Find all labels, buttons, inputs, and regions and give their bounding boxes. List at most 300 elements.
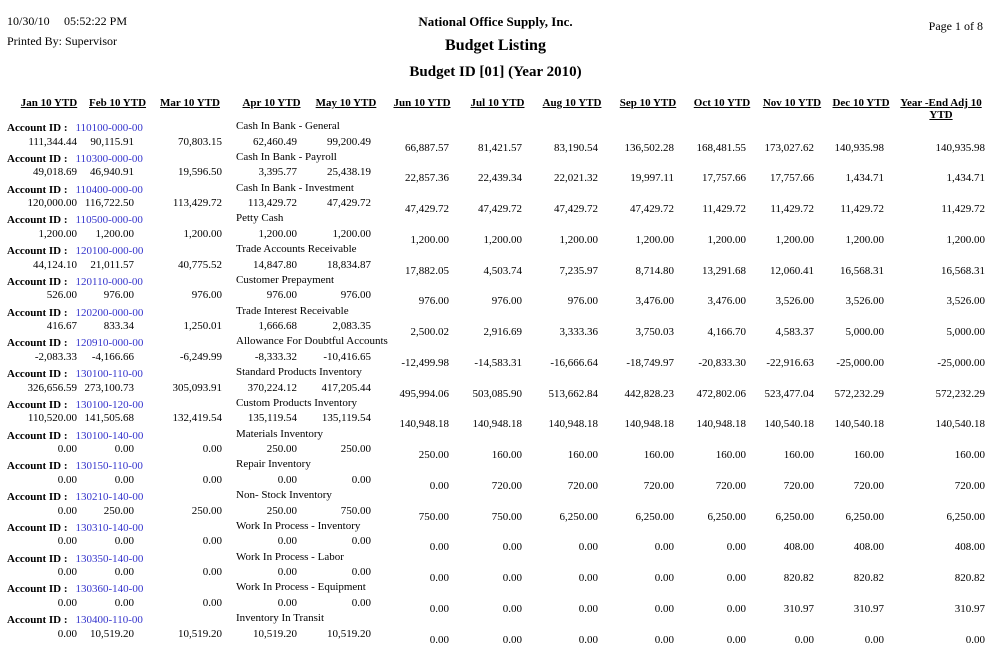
- amount-cell: 160.00: [853, 449, 884, 461]
- amount-cell: 47,429.72: [327, 197, 371, 209]
- amount-cell: 0.00: [654, 633, 674, 646]
- account-id-link[interactable]: 110400-000-00: [75, 183, 143, 196]
- amount-cell: 44,124.10: [33, 258, 77, 271]
- amount-cell: 0.00: [202, 566, 222, 578]
- amount-cell: 310.97: [954, 602, 985, 615]
- amount-cell: 140,948.18: [548, 418, 598, 431]
- amount-cell: 19,596.50: [178, 166, 222, 179]
- account-id-link[interactable]: 130100-110-00: [75, 368, 143, 380]
- amount-cell: 750.00: [491, 510, 522, 523]
- amount-cell: 11,429.72: [840, 203, 884, 215]
- column-header-label: May 10 YTD: [315, 97, 377, 109]
- amount-cell: 1,200.00: [410, 233, 449, 246]
- amount-cell: 70,803.15: [178, 135, 222, 148]
- amount-row: [0, 166, 991, 185]
- account-id-link[interactable]: 130350-140-00: [75, 552, 144, 565]
- amount-cell: 160.00: [715, 449, 746, 461]
- amount-cell: 0.00: [654, 602, 674, 615]
- amount-cell: 0.00: [578, 541, 598, 554]
- amount-row: [0, 320, 991, 338]
- amount-cell: 141,505.68: [84, 412, 134, 425]
- account-id-link[interactable]: 120200-000-00: [75, 306, 144, 319]
- amount-cell: 11,429.72: [770, 203, 814, 215]
- amount-cell: 3,526.00: [946, 295, 985, 308]
- table-row: [0, 614, 991, 645]
- account-id-link[interactable]: 120110-000-00: [75, 275, 143, 288]
- amount-cell: 310.97: [853, 602, 884, 615]
- amount-cell: 22,857.36: [405, 172, 449, 185]
- account-description: Petty Cash: [236, 212, 284, 225]
- account-row: [0, 150, 991, 167]
- amount-cell: 1,200.00: [95, 227, 134, 240]
- column-header-label: Sep 10 YTD: [619, 97, 677, 109]
- amount-cell: 0.00: [578, 602, 598, 615]
- amount-cell: 0.00: [864, 633, 884, 646]
- amount-cell: 1,250.01: [183, 320, 222, 332]
- account-row: [0, 550, 991, 567]
- amount-cell: 472,802.06: [696, 387, 746, 400]
- amount-cell: 18,834.87: [327, 258, 371, 271]
- amount-cell: 13,291.68: [702, 264, 746, 277]
- account-id-link[interactable]: 120100-000-00: [75, 245, 144, 257]
- amount-row: [0, 381, 991, 400]
- table-row: [0, 150, 991, 185]
- account-id-link[interactable]: 130310-140-00: [75, 521, 144, 534]
- amount-cell: 0.00: [578, 572, 598, 584]
- account-row: [0, 214, 991, 228]
- amount-cell: 110,520.00: [27, 412, 77, 425]
- records: [0, 122, 991, 645]
- amount-cell: 10,519.20: [90, 627, 134, 640]
- account-id-label: Account ID :: [7, 460, 68, 473]
- amount-cell: 1,200.00: [38, 227, 77, 240]
- amount-row: [0, 412, 991, 431]
- amount-cell: 2,916.69: [483, 326, 522, 338]
- column-header-label: Jan 10 YTD: [20, 97, 78, 109]
- amount-cell: 120,000.00: [27, 197, 77, 209]
- print-time: 05:52:22 PM: [64, 14, 128, 28]
- amount-cell: 1,666.68: [258, 320, 297, 332]
- account-id-link[interactable]: 130100-140-00: [75, 429, 144, 442]
- account-description: Work In Process - Inventory: [236, 519, 361, 532]
- account-id-label: Account ID :: [7, 275, 68, 288]
- amount-cell: 408.00: [783, 541, 814, 554]
- amount-cell: 49,018.69: [33, 166, 77, 179]
- column-header-label: Aug 10 YTD: [542, 97, 602, 109]
- amount-cell: 3,476.00: [635, 295, 674, 308]
- account-id-link[interactable]: 110300-000-00: [75, 152, 143, 165]
- amount-cell: 1,200.00: [559, 233, 598, 246]
- amount-cell: 173,027.62: [764, 141, 814, 154]
- amount-cell: 4,166.70: [707, 326, 746, 338]
- amount-cell: 0.00: [57, 535, 77, 548]
- amount-cell: 417,205.44: [321, 381, 371, 394]
- account-description: Customer Prepayment: [236, 273, 335, 286]
- account-description: Materials Inventory: [236, 427, 324, 440]
- amount-cell: 135,119.54: [321, 412, 371, 425]
- amount-cell: 3,750.03: [635, 326, 674, 338]
- column-header-jan: [9, 97, 89, 121]
- amount-row: [0, 197, 991, 215]
- amount-cell: 1,434.71: [845, 172, 884, 185]
- amount-cell: 0.00: [114, 566, 134, 578]
- account-id-link[interactable]: 120910-000-00: [75, 337, 144, 350]
- account-description: Cash In Bank - Investment: [236, 181, 354, 194]
- table-row: [0, 427, 991, 461]
- amount-cell: 0.00: [114, 596, 134, 609]
- amount-cell: 0.00: [114, 535, 134, 548]
- table-row: [0, 460, 991, 491]
- amount-cell: 8,714.80: [635, 264, 674, 277]
- table-row: [0, 304, 991, 338]
- amount-cell: 66,887.57: [405, 141, 449, 154]
- amount-cell: 408.00: [954, 541, 985, 554]
- amount-cell: 160.00: [491, 449, 522, 461]
- amount-cell: 160.00: [643, 449, 674, 461]
- amount-cell: 116,722.50: [84, 197, 134, 209]
- table-row: [0, 583, 991, 614]
- amount-cell: 310.97: [783, 602, 814, 615]
- amount-cell: 1,200.00: [845, 233, 884, 246]
- table-row: [0, 122, 991, 153]
- amount-cell: 250.00: [191, 504, 222, 517]
- account-id-link[interactable]: 110500-000-00: [75, 214, 143, 227]
- report-title: Budget Listing: [445, 37, 546, 54]
- column-header-label: Year -End Adj 10: [900, 97, 982, 109]
- amount-cell: 140,540.18: [834, 418, 884, 431]
- account-id-label: Account ID :: [7, 583, 68, 596]
- table-row: [0, 245, 991, 276]
- table-row: [0, 396, 991, 431]
- amount-cell: 25,438.19: [327, 166, 371, 179]
- amount-cell: 0.00: [277, 473, 297, 486]
- amount-row: [0, 535, 991, 554]
- amount-cell: 250.00: [103, 504, 134, 517]
- account-id-link[interactable]: 130400-110-00: [75, 614, 143, 626]
- amount-cell: 0.00: [794, 633, 814, 646]
- amount-cell: 0.00: [502, 602, 522, 615]
- account-row: [0, 368, 991, 382]
- amount-cell: 976.00: [340, 289, 371, 302]
- amount-cell: 0.00: [654, 541, 674, 554]
- amount-cell: 0.00: [277, 596, 297, 609]
- amount-cell: 47,429.72: [405, 203, 449, 215]
- amount-row: [0, 504, 991, 523]
- column-header-apr: [234, 97, 309, 121]
- column-header-label: Oct 10 YTD: [693, 97, 751, 109]
- report-subtitle: Budget ID [01] (Year 2010): [409, 64, 582, 80]
- amount-cell: 21,011.57: [90, 258, 134, 271]
- amount-cell: 0.00: [965, 633, 985, 646]
- column-header-label: Jun 10 YTD: [393, 97, 451, 109]
- amount-cell: 3,333.36: [559, 326, 598, 338]
- account-id-link[interactable]: 130100-120-00: [75, 398, 144, 411]
- amount-cell: 305,093.91: [172, 381, 222, 394]
- amount-cell: 820.82: [853, 572, 884, 584]
- amount-cell: 4,583.37: [775, 326, 814, 338]
- account-id-label: Account ID :: [7, 337, 68, 350]
- amount-cell: 11,429.72: [702, 203, 746, 215]
- amount-cell: 16,568.31: [840, 264, 884, 277]
- column-header-jun: [383, 97, 461, 121]
- amount-cell: 6,250.00: [775, 510, 814, 523]
- page-indicator: Page 1 of 8: [928, 19, 983, 33]
- account-id-label: Account ID :: [7, 122, 68, 134]
- amount-cell: 0.00: [429, 479, 449, 492]
- table-row: [0, 519, 991, 554]
- amount-cell: 250.00: [266, 443, 297, 455]
- account-id-label: Account ID :: [7, 429, 68, 442]
- amount-row: [0, 596, 991, 615]
- amount-cell: 7,235.97: [559, 264, 598, 277]
- account-id-link[interactable]: 110100-000-00: [75, 122, 143, 134]
- company-name: National Office Supply, Inc.: [418, 14, 573, 29]
- amount-cell: 6,250.00: [707, 510, 746, 523]
- account-description: Cash In Bank - General: [236, 120, 340, 132]
- amount-cell: 572,232.29: [834, 387, 884, 400]
- amount-cell: 136,502.28: [624, 141, 674, 154]
- amount-cell: 17,757.66: [770, 172, 814, 185]
- amount-cell: 1,200.00: [635, 233, 674, 246]
- amount-cell: 81,421.57: [478, 141, 522, 154]
- amount-cell: 6,250.00: [559, 510, 598, 523]
- amount-cell: 0.00: [351, 535, 371, 548]
- amount-cell: 140,948.18: [696, 418, 746, 431]
- amount-cell: 0.00: [578, 633, 598, 646]
- amount-cell: 12,060.41: [770, 264, 814, 277]
- amount-cell: 820.82: [783, 572, 814, 584]
- print-date: 10/30/10: [7, 14, 50, 28]
- amount-cell: 0.00: [502, 572, 522, 584]
- amount-cell: 720.00: [954, 479, 985, 492]
- amount-cell: 10,519.20: [253, 627, 297, 640]
- account-row: [0, 396, 991, 413]
- column-header-nov: [758, 97, 826, 121]
- column-header-oct: [686, 97, 758, 121]
- amount-cell: 720.00: [643, 479, 674, 492]
- column-header-dec: [826, 97, 896, 121]
- amount-cell: 720.00: [715, 479, 746, 492]
- account-id-label: Account ID :: [7, 152, 68, 165]
- amount-cell: 0.00: [277, 535, 297, 548]
- amount-cell: 5,000.00: [845, 326, 884, 338]
- amount-cell: 976.00: [491, 295, 522, 308]
- amount-row: [0, 258, 991, 277]
- amount-cell: 168,481.55: [696, 141, 746, 154]
- amount-cell: 0.00: [57, 596, 77, 609]
- amount-cell: 0.00: [202, 596, 222, 609]
- amount-cell: 5,000.00: [946, 326, 985, 338]
- amount-cell: 3,526.00: [775, 295, 814, 308]
- account-id-label: Account ID :: [7, 214, 68, 227]
- amount-cell: 976.00: [418, 295, 449, 308]
- amount-cell: -2,083.33: [34, 350, 77, 363]
- amount-cell: -6,249.99: [179, 350, 222, 363]
- amount-cell: 1,200.00: [483, 233, 522, 246]
- amount-cell: 140,540.18: [935, 418, 985, 431]
- amount-cell: 976.00: [103, 289, 134, 302]
- amount-cell: 720.00: [853, 479, 884, 492]
- amount-cell: 160.00: [783, 449, 814, 461]
- amount-cell: 976.00: [567, 295, 598, 308]
- amount-cell: 2,500.02: [410, 326, 449, 338]
- amount-cell: 17,882.05: [405, 264, 449, 277]
- table-row: [0, 214, 991, 245]
- amount-cell: 111,344.44: [28, 135, 77, 148]
- column-header-label: YTD: [929, 109, 953, 121]
- account-id-link[interactable]: 130360-140-00: [75, 583, 144, 596]
- account-id-link[interactable]: 130210-140-00: [75, 491, 144, 503]
- column-header-yearend: [889, 97, 991, 121]
- column-header-label: Apr 10 YTD: [242, 97, 301, 109]
- amount-cell: -4,166.66: [91, 350, 134, 363]
- column-header-label: Nov 10 YTD: [762, 97, 822, 109]
- column-header-row: [0, 97, 991, 121]
- account-row: [0, 337, 991, 351]
- amount-row: [0, 566, 991, 584]
- amount-cell: 0.00: [202, 535, 222, 548]
- amount-row: [0, 135, 991, 154]
- account-description: Non- Stock Inventory: [236, 489, 332, 501]
- amount-cell: 0.00: [114, 473, 134, 486]
- account-id-label: Account ID :: [7, 306, 68, 319]
- amount-cell: 140,948.18: [399, 418, 449, 431]
- account-row: [0, 491, 991, 505]
- amount-cell: 326,656.59: [27, 381, 77, 394]
- amount-cell: 19,997.11: [630, 172, 674, 185]
- amount-cell: 720.00: [491, 479, 522, 492]
- amount-row: [0, 289, 991, 308]
- amount-cell: 2,083.35: [332, 320, 371, 332]
- account-id-label: Account ID :: [7, 183, 68, 196]
- account-row: [0, 304, 991, 321]
- amount-cell: 160.00: [954, 449, 985, 461]
- amount-cell: 3,476.00: [707, 295, 746, 308]
- account-row: [0, 273, 991, 290]
- amount-cell: 720.00: [567, 479, 598, 492]
- amount-cell: 0.00: [202, 443, 222, 455]
- column-header-aug: [534, 97, 610, 121]
- amount-cell: 1,200.00: [332, 227, 371, 240]
- account-row: [0, 122, 991, 136]
- amount-cell: 0.00: [726, 633, 746, 646]
- amount-cell: 1,434.71: [946, 172, 985, 185]
- amount-cell: 370,224.12: [247, 381, 297, 394]
- amount-cell: 62,460.49: [253, 135, 297, 148]
- printed-by: Printed By: Supervisor: [7, 34, 117, 48]
- amount-row: [0, 227, 991, 246]
- amount-cell: 0.00: [202, 473, 222, 486]
- amount-cell: 160.00: [567, 449, 598, 461]
- amount-cell: 0.00: [429, 572, 449, 584]
- amount-cell: 503,085.90: [472, 387, 522, 400]
- amount-cell: 3,395.77: [258, 166, 297, 179]
- table-row: [0, 181, 991, 215]
- account-description: Standard Products Inventory: [236, 366, 362, 378]
- account-description: Work In Process - Equipment: [236, 581, 366, 594]
- amount-cell: -25,000.00: [937, 356, 985, 369]
- amount-cell: 416.67: [46, 320, 77, 332]
- amount-cell: 0.00: [502, 633, 522, 646]
- amount-cell: 99,200.49: [327, 135, 371, 148]
- amount-cell: -25,000.00: [836, 356, 884, 369]
- amount-cell: 10,519.20: [178, 627, 222, 640]
- amount-cell: 442,828.23: [624, 387, 674, 400]
- amount-cell: -16,666.64: [550, 356, 598, 369]
- account-row: [0, 245, 991, 259]
- amount-cell: 0.00: [57, 504, 77, 517]
- amount-cell: 572,232.29: [935, 387, 985, 400]
- amount-cell: 6,250.00: [845, 510, 884, 523]
- amount-cell: 0.00: [429, 541, 449, 554]
- account-description: Trade Accounts Receivable: [236, 243, 357, 255]
- account-description: Trade Interest Receivable: [236, 304, 349, 317]
- table-row: [0, 491, 991, 522]
- amount-cell: 0.00: [429, 602, 449, 615]
- amount-cell: 16,568.31: [941, 264, 985, 277]
- account-id-label: Account ID :: [7, 552, 68, 565]
- table-row: [0, 337, 991, 368]
- amount-cell: 250.00: [340, 443, 371, 455]
- amount-cell: 833.34: [103, 320, 134, 332]
- amount-cell: 47,429.72: [554, 203, 598, 215]
- amount-cell: 495,994.06: [399, 387, 449, 400]
- amount-cell: 1,200.00: [183, 227, 222, 240]
- amount-cell: 250.00: [266, 504, 297, 517]
- amount-cell: 0.00: [726, 572, 746, 584]
- account-description: Inventory In Transit: [236, 612, 324, 624]
- account-description: Custom Products Inventory: [236, 396, 357, 409]
- amount-cell: 40,775.52: [178, 258, 222, 271]
- account-id-label: Account ID :: [7, 614, 68, 626]
- amount-cell: 135,119.54: [247, 412, 297, 425]
- amount-cell: 6,250.00: [635, 510, 674, 523]
- amount-cell: 720.00: [783, 479, 814, 492]
- account-row: [0, 614, 991, 628]
- column-header-mar: [146, 97, 234, 121]
- amount-cell: 750.00: [340, 504, 371, 517]
- amount-cell: 83,190.54: [554, 141, 598, 154]
- table-row: [0, 273, 991, 308]
- amount-cell: 820.82: [954, 572, 985, 584]
- amount-cell: 90,115.91: [90, 135, 134, 148]
- amount-cell: 1,200.00: [775, 233, 814, 246]
- amount-cell: 113,429.72: [247, 197, 297, 209]
- amount-row: [0, 627, 991, 646]
- amount-cell: 976.00: [191, 289, 222, 302]
- table-row: [0, 368, 991, 399]
- amount-cell: 140,540.18: [764, 418, 814, 431]
- amount-cell: 132,419.54: [172, 412, 222, 425]
- account-id-link[interactable]: 130150-110-00: [75, 460, 143, 473]
- amount-cell: 523,477.04: [764, 387, 814, 400]
- amount-cell: 46,940.91: [90, 166, 134, 179]
- amount-cell: 0.00: [654, 572, 674, 584]
- column-header-feb: [89, 97, 146, 121]
- amount-row: [0, 350, 991, 369]
- amount-cell: 22,439.34: [478, 172, 522, 185]
- amount-cell: 976.00: [266, 289, 297, 302]
- amount-cell: 513,662.84: [548, 387, 598, 400]
- amount-cell: -18,749.97: [626, 356, 674, 369]
- amount-cell: -10,416.65: [323, 350, 371, 363]
- account-id-label: Account ID :: [7, 368, 68, 380]
- account-description: Repair Inventory: [236, 458, 311, 471]
- amount-cell: 0.00: [726, 602, 746, 615]
- amount-cell: 3,526.00: [845, 295, 884, 308]
- column-header-sep: [610, 97, 686, 121]
- column-header-label: Jul 10 YTD: [470, 97, 525, 109]
